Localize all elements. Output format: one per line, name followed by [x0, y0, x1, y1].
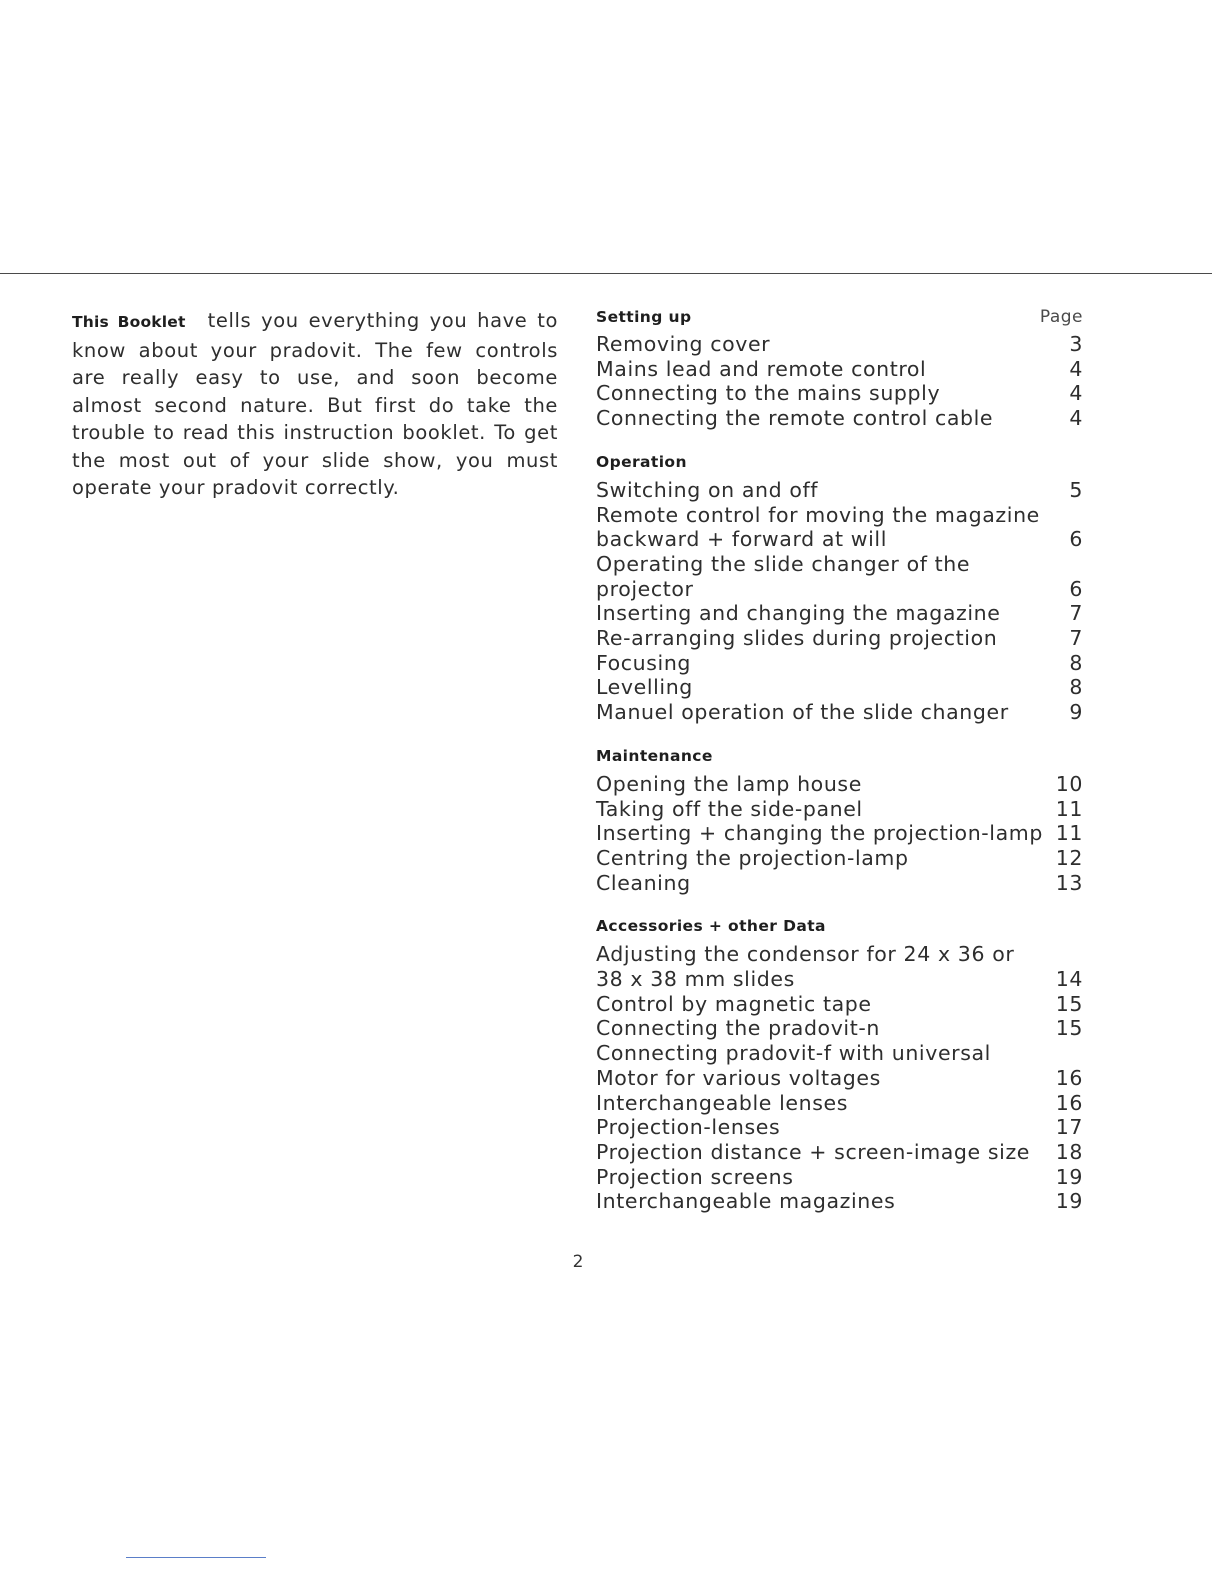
- toc-entry: [596, 846, 1083, 871]
- toc-entry: [596, 1091, 1083, 1116]
- toc-entry: [596, 503, 1083, 552]
- toc-entry-title: Levelling: [596, 675, 693, 700]
- toc-entry-title: Remote control for moving the magazine backward + forward at will: [596, 502, 1040, 552]
- toc-entry: [596, 772, 1083, 797]
- toc-entry-page: 17: [1055, 1115, 1083, 1140]
- toc-entry-title: Switching on and off: [596, 477, 819, 502]
- page-column-label: Page: [1039, 307, 1083, 327]
- toc-entry-title: Manuel operation of the slide changer: [596, 700, 1009, 725]
- toc-entry-page: 15: [1055, 991, 1083, 1016]
- section-title: Accessories + other Data: [596, 917, 826, 936]
- toc-section-setting-up: [596, 307, 1083, 431]
- toc-entry-page: 7: [1069, 601, 1083, 626]
- toc-entry-title: Adjusting the condensor for 24 x 36 or 38 x 38 mm slides: [596, 942, 1015, 992]
- toc-entry-page: 4: [1069, 356, 1083, 381]
- toc-entry-title: Projection screens: [596, 1164, 794, 1189]
- toc-entry: [596, 871, 1083, 896]
- toc-entry-page: 6: [1069, 527, 1083, 552]
- toc-entry-title: Connecting to the mains supply: [596, 381, 941, 406]
- toc-entry: [596, 651, 1083, 676]
- page-number: 2: [572, 1252, 584, 1272]
- toc-entry-page: 14: [1055, 967, 1083, 992]
- toc-entry-title: Projection distance + screen-image size: [596, 1139, 1031, 1164]
- toc-entry: [596, 1189, 1083, 1214]
- toc-entry-page: 11: [1055, 796, 1083, 821]
- toc-entry-title: Connecting the remote control cable: [596, 406, 994, 431]
- toc-entry: [596, 1016, 1083, 1041]
- toc-entry: [596, 942, 1083, 991]
- top-rule-fade: [0, 271, 700, 273]
- toc-entry-title: Taking off the side-panel: [596, 796, 863, 821]
- toc-entry-title: Interchangeable magazines: [596, 1189, 896, 1214]
- toc-entry-page: 19: [1055, 1189, 1083, 1214]
- toc-entry: [596, 552, 1083, 601]
- toc-entry-page: 18: [1055, 1139, 1083, 1164]
- toc-entry-page: 19: [1055, 1164, 1083, 1189]
- toc-entry: [596, 406, 1083, 431]
- toc-entry: [596, 381, 1083, 406]
- bottom-link-underline[interactable]: [126, 1557, 266, 1558]
- intro-lead: This Booklet: [72, 313, 186, 331]
- toc-entry-title: Inserting and changing the magazine: [596, 601, 1001, 626]
- toc-section-maintenance: [596, 747, 1083, 896]
- toc-entry-title: Projection-lenses: [596, 1115, 781, 1140]
- toc-entry-page: 7: [1069, 626, 1083, 651]
- toc-entry: [596, 478, 1083, 503]
- section-title: Operation: [596, 452, 687, 471]
- toc-entry-page: 12: [1055, 845, 1083, 870]
- toc-entry-page: 16: [1055, 1065, 1083, 1090]
- toc-entry-title: Control by magnetic tape: [596, 991, 872, 1016]
- toc-entry-page: 15: [1055, 1016, 1083, 1041]
- toc-entry-page: 11: [1055, 821, 1083, 846]
- toc-entry: [596, 821, 1083, 846]
- toc-entry: [596, 1165, 1083, 1190]
- top-rule: [0, 273, 1212, 274]
- toc-entry-page: 9: [1069, 700, 1083, 725]
- toc-entry: [596, 797, 1083, 822]
- toc-entry-title: Connecting the pradovit-n: [596, 1016, 880, 1041]
- toc-entry-page: 8: [1069, 650, 1083, 675]
- toc-entry: [596, 357, 1083, 382]
- section-title: Setting up: [596, 308, 692, 326]
- table-of-contents: [596, 307, 1083, 1236]
- intro-text: tells you everything you have to know about your pradovit. The few controls are really easy to use, and soon become almost second nature. But first do take the trouble to read this instruction booklet. To get the most out of your slide show, you must operate your pradovit correctly.: [72, 309, 558, 499]
- toc-entry: [596, 700, 1083, 725]
- toc-entry: [596, 992, 1083, 1017]
- toc-section-operation: [596, 453, 1083, 725]
- toc-entry-page: 4: [1069, 381, 1083, 406]
- toc-entry-title: Operating the slide changer of the projector: [596, 551, 971, 601]
- toc-entry: [596, 626, 1083, 651]
- toc-entry-title: Centring the projection-lamp: [596, 845, 909, 870]
- toc-entry-page: 6: [1069, 576, 1083, 601]
- toc-entry-title: Re-arranging slides during projection: [596, 626, 998, 651]
- toc-entry-page: 8: [1069, 675, 1083, 700]
- intro-paragraph: [72, 307, 558, 502]
- toc-section-accessories: [596, 917, 1083, 1214]
- toc-entry-page: 13: [1055, 870, 1083, 895]
- toc-entry-page: 5: [1069, 477, 1083, 502]
- toc-entry: [596, 1140, 1083, 1165]
- section-title: Maintenance: [596, 746, 713, 765]
- toc-entry: [596, 1115, 1083, 1140]
- toc-entry: [596, 601, 1083, 626]
- toc-entry-title: Opening the lamp house: [596, 771, 862, 796]
- toc-entry-title: Focusing: [596, 650, 692, 675]
- toc-entry: [596, 1041, 1083, 1090]
- section-header: [596, 747, 1083, 772]
- toc-entry-title: Interchangeable lenses: [596, 1090, 848, 1115]
- toc-entry-title: Connecting pradovit-f with universal Motor for various voltages: [596, 1041, 991, 1090]
- toc-entry: [596, 675, 1083, 700]
- toc-entry-title: Inserting + changing the projection-lamp: [596, 821, 1043, 846]
- toc-entry-page: 10: [1055, 771, 1083, 796]
- toc-entry-title: Removing cover: [596, 332, 771, 356]
- toc-entry-title: Mains lead and remote control: [596, 356, 927, 381]
- toc-entry-page: 4: [1069, 406, 1083, 431]
- section-header: [596, 453, 1083, 478]
- toc-entry-page: 16: [1055, 1090, 1083, 1115]
- section-header: [596, 307, 1083, 332]
- toc-entry: [596, 332, 1083, 357]
- toc-entry-page: 3: [1069, 332, 1083, 356]
- toc-entry-title: Cleaning: [596, 870, 691, 895]
- section-header: [596, 917, 1083, 942]
